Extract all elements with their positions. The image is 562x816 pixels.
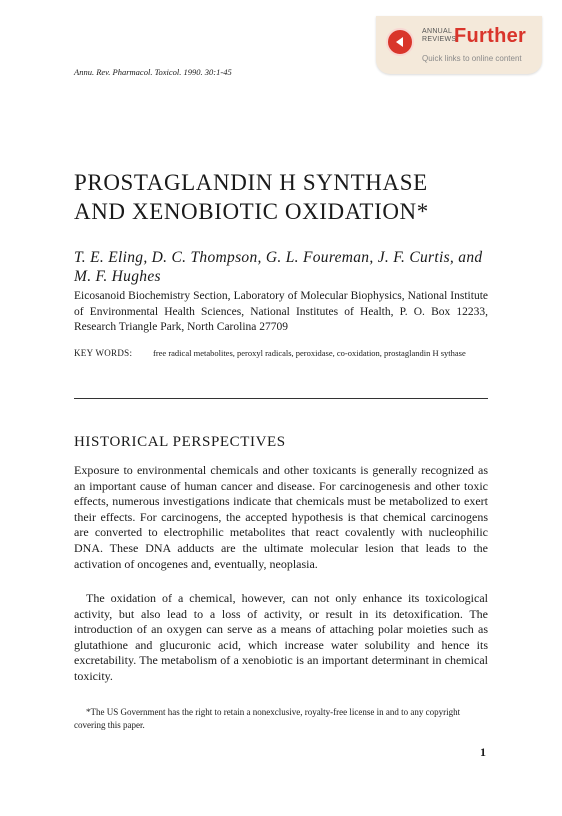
- keywords-label: KEY WORDS:: [74, 348, 133, 358]
- title-line-1: PROSTAGLANDIN H SYNTHASE: [74, 170, 428, 195]
- play-back-arrow-icon: [386, 28, 414, 56]
- journal-citation: Annu. Rev. Pharmacol. Toxicol. 1990. 30:1-45: [74, 67, 232, 77]
- keywords-text: free radical metabolites, peroxyl radicals, peroxidase, co-oxidation, prostaglandin H sythase: [153, 348, 466, 358]
- further-badge[interactable]: [376, 16, 542, 74]
- author-list: T. E. Eling, D. C. Thompson, G. L. Foureman, J. F. Curtis, and M. F. Hughes: [74, 249, 483, 285]
- body-paragraph-2: The oxidation of a chemical, however, can not only enhance its toxicological activity, but also lead to a loss of activity, or result in its detoxification. The introduction of an oxygen can serve as a means of attaching polar moieties such as glutathione and glucuronic acid, which increase water solubility and hence its excretability. The metabolism of a xenobiotic is an important determinant in chemical toxicity.: [74, 591, 488, 683]
- header-divider: [74, 398, 488, 399]
- further-label: Further: [454, 25, 527, 47]
- annual-reviews-logo: ANNUAL REVIEWS: [422, 28, 457, 43]
- footnote: *The US Government has the right to retain a nonexclusive, royalty-free license in and to any copyright covering this paper.: [74, 707, 461, 730]
- title-line-2: AND XENOBIOTIC OXIDATION*: [74, 199, 429, 224]
- page-number: 1: [480, 745, 486, 759]
- further-subtitle: Quick links to online content: [422, 54, 522, 63]
- section-heading: HISTORICAL PERSPECTIVES: [74, 434, 286, 450]
- article-title: [74, 168, 429, 226]
- affiliation: Eicosanoid Biochemistry Section, Laboratory of Molecular Biophysics, National Institute of Environmental Health Sciences, National Institutes of Health, P. O. Box 12233, Research Triangle Park, North Carolina 27709: [74, 290, 488, 333]
- body-paragraph-1: Exposure to environmental chemicals and other toxicants is generally recognized as an important cause of human cancer and disease. For carcinogenesis and other toxic effects, numerous investigations indicate that chemicals must be metabolized to exert their effects. For carcinogens, the accepted hypothesis is that chemical carcinogens are converted to electrophilic metabolites that react covalently with nucleophilic DNA. These DNA adducts are the ultimate molecular lesion that leads to the activation of oncogenes and, eventually, neoplasia.: [74, 463, 488, 571]
